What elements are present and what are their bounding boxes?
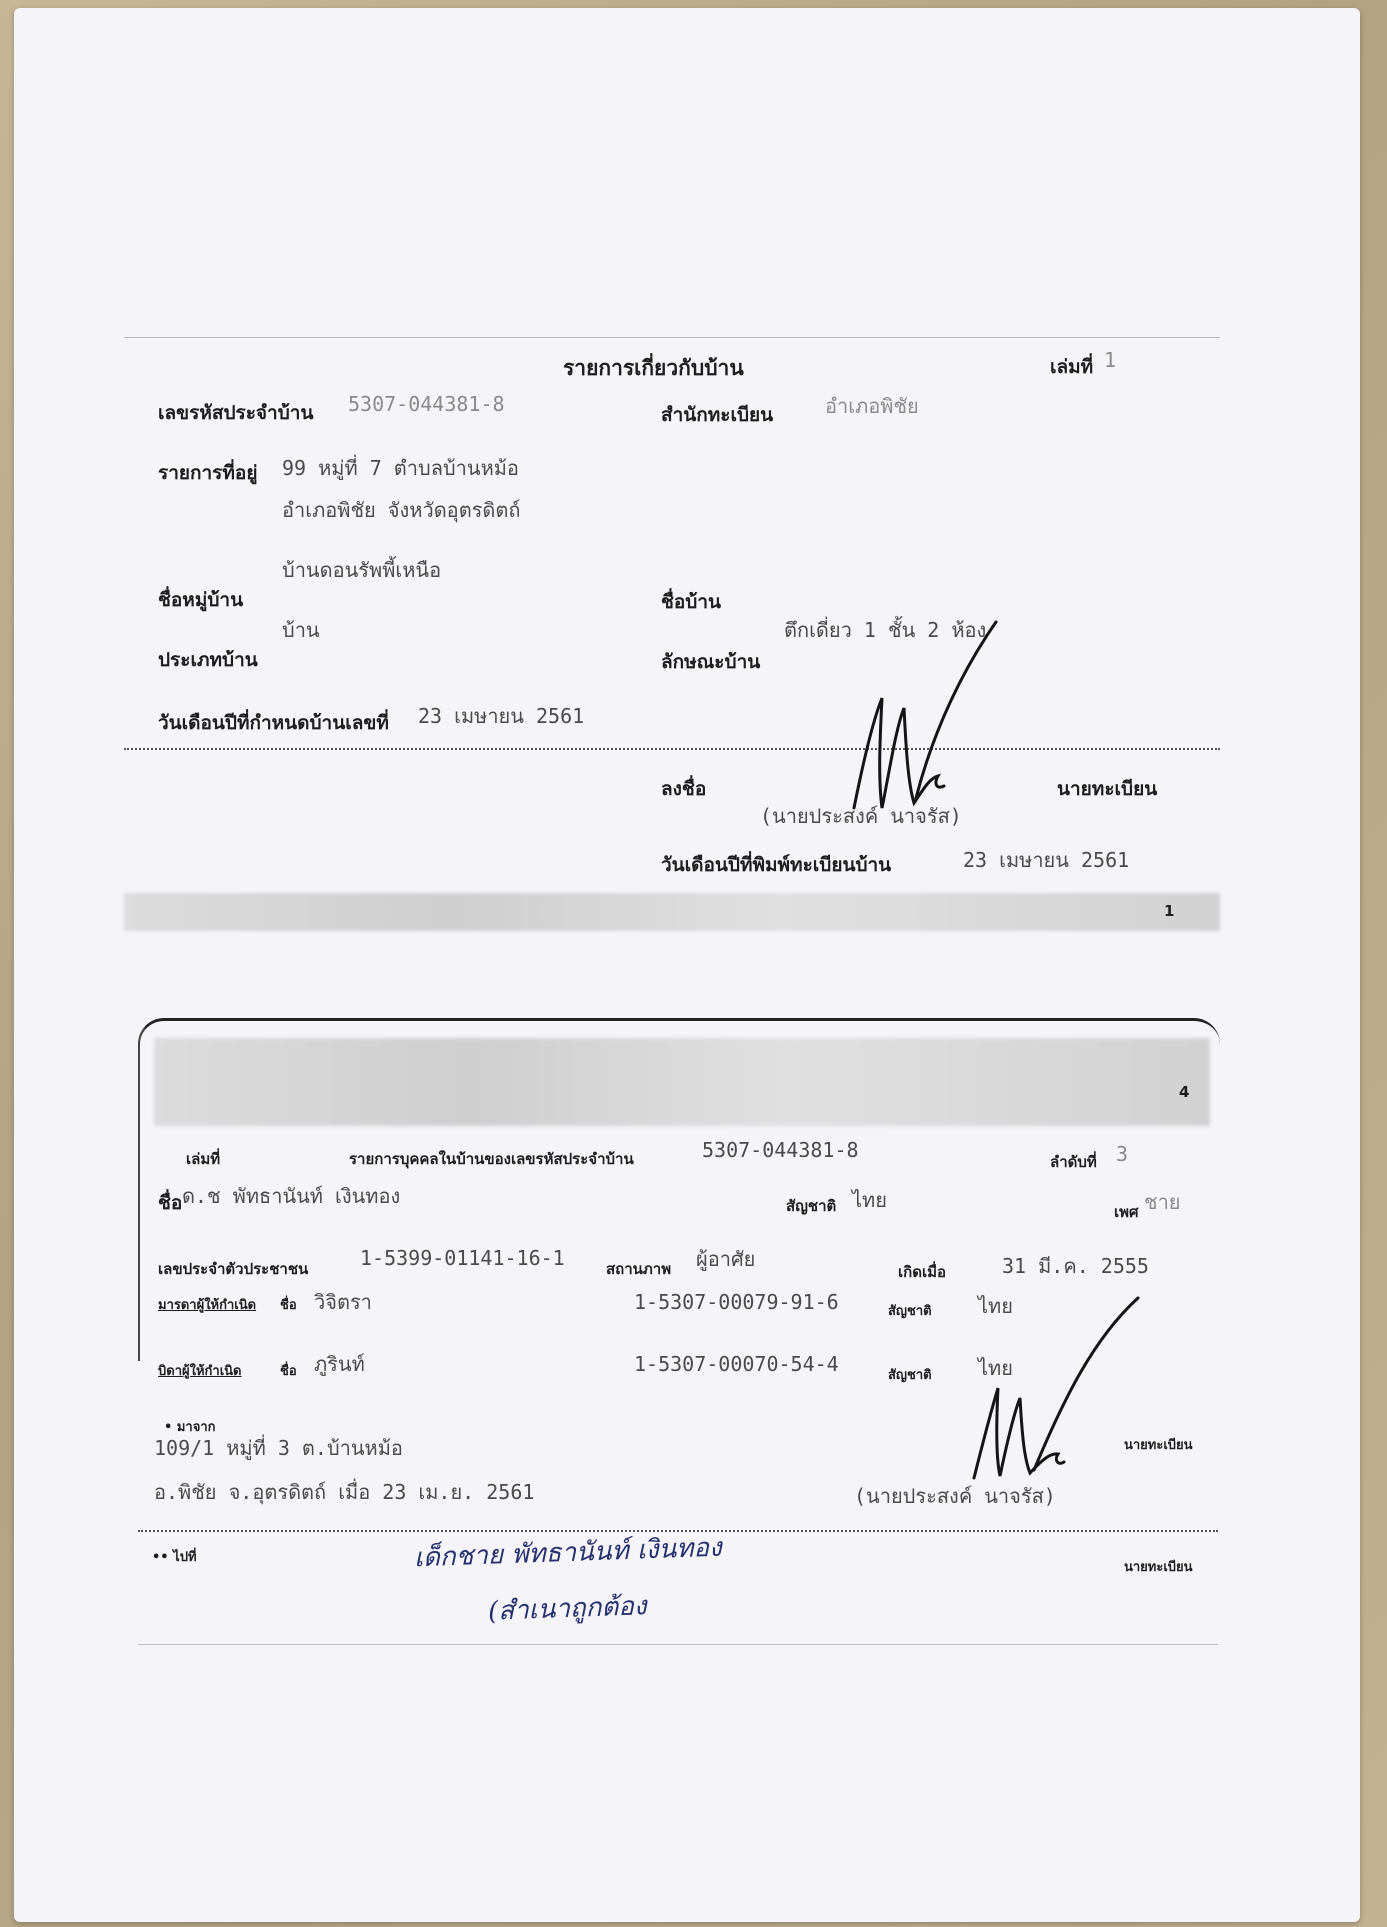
mother-name: วิจิตรา [314, 1290, 372, 1314]
address-label: รายการที่อยู่ [158, 462, 258, 484]
father-name: ภูรินท์ [314, 1352, 365, 1376]
sex-label: เพศ [1114, 1203, 1139, 1221]
id-value: 1-5399-01141-16-1 [360, 1246, 565, 1270]
footer-band [124, 893, 1220, 931]
registrar-name: (นายประสงค์ นาจรัส) [760, 804, 962, 828]
section-top-rule [124, 337, 1220, 338]
person-registrar-signature [954, 1288, 1154, 1488]
born-value: 31 มี.ค. 2555 [1002, 1254, 1149, 1278]
house-name-label: ชื่อบ้าน [661, 591, 722, 613]
nationality-label: สัญชาติ [786, 1197, 837, 1215]
registry-office-value: อำเภอพิชัย [825, 394, 919, 418]
registrar-signature [834, 608, 1014, 828]
to-label: •• ไปที่ [152, 1550, 197, 1565]
document-page [14, 8, 1360, 1922]
print-date-label: วันเดือนปีที่พิมพ์ทะเบียนบ้าน [661, 854, 892, 876]
father-label: บิดาผู้ให้กำเนิด [158, 1364, 242, 1379]
house-type-value: บ้าน [282, 618, 320, 642]
house-section-title: รายการเกี่ยวกับบ้าน [563, 356, 744, 380]
person-section-title: รายการบุคคลในบ้านของเลขรหัสประจำบ้าน [349, 1150, 634, 1168]
house-type-label: ประเภทบ้าน [158, 649, 258, 671]
from-line2: อ.พิชัย จ.อุตรดิตถ์ เมื่อ 23 เม.ย. 2561 [154, 1480, 535, 1504]
father-name-label: ชื่อ [280, 1364, 297, 1379]
person-bottom-rule [138, 1644, 1218, 1645]
order-value: 3 [1116, 1142, 1129, 1166]
status-label: สถานภาพ [606, 1260, 672, 1278]
handwritten-name: เด็กชาย พัทธานันท์ เงินทอง [413, 1532, 723, 1574]
mother-name-label: ชื่อ [280, 1298, 297, 1313]
dotted-separator [124, 748, 1220, 750]
handwritten-certified: (สำเนาถูกต้อง [487, 1591, 648, 1627]
from-label: • มาจาก [164, 1420, 216, 1435]
person-registrar-label: นายทะเบียน [1124, 1438, 1193, 1453]
mother-nat: ไทย [978, 1294, 1013, 1318]
print-date-value: 23 เมษายน 2561 [963, 848, 1130, 872]
name-value: ด.ช พัทธานันท์ เงินทอง [182, 1184, 401, 1208]
house-char-value: ตึกเดี่ยว 1 ชั้น 2 ห้อง [784, 618, 987, 642]
father-nat: ไทย [978, 1356, 1013, 1380]
mother-nat-label: สัญชาติ [888, 1304, 932, 1319]
father-id: 1-5307-00070-54-4 [634, 1352, 839, 1376]
order-label: ลำดับที่ [1050, 1153, 1097, 1171]
sign-label: ลงชื่อ [661, 778, 707, 800]
status-value: ผู้อาศัย [696, 1247, 756, 1271]
registry-office-label: สำนักทะเบียน [661, 404, 774, 426]
sex-value: ชาย [1144, 1190, 1181, 1214]
id-label: เลขประจำตัวประชาชน [158, 1260, 309, 1278]
person-house-code: 5307-044381-8 [702, 1138, 859, 1162]
name-label: ชื่อ [158, 1192, 183, 1214]
village-value: บ้านดอนรัพพี้เหนือ [282, 558, 442, 582]
to-label-text: ไปที่ [173, 1550, 197, 1565]
born-label: เกิดเมื่อ [898, 1263, 946, 1281]
address-line1: 99 หมู่ที่ 7 ตำบลบ้านหม้อ [282, 456, 519, 480]
assigned-date-value: 23 เมษายน 2561 [418, 704, 585, 728]
volume-label: เล่มที่ [1050, 356, 1094, 378]
to-registrar-label: นายทะเบียน [1124, 1560, 1193, 1575]
from-label-text: มาจาก [176, 1420, 216, 1435]
house-code-label: เลขรหัสประจำบ้าน [158, 402, 314, 424]
mother-id: 1-5307-00079-91-6 [634, 1290, 839, 1314]
person-volume-label: เล่มที่ [186, 1150, 221, 1168]
house-char-label: ลักษณะบ้าน [661, 651, 761, 673]
address-line2: อำเภอพิชัย จังหวัดอุตรดิตถ์ [282, 498, 521, 522]
mother-label: มารดาผู้ให้กำเนิด [158, 1298, 257, 1313]
from-line1: 109/1 หมู่ที่ 3 ต.บ้านหม้อ [154, 1436, 403, 1460]
village-label: ชื่อหมู่บ้าน [158, 589, 244, 611]
person-header-band [154, 1038, 1210, 1126]
volume-value: 1 [1104, 348, 1117, 372]
registrar-label: นายทะเบียน [1057, 778, 1158, 800]
person-page-number: 4 [1179, 1083, 1190, 1101]
nationality-value: ไทย [852, 1188, 887, 1212]
house-code-value: 5307-044381-8 [348, 392, 505, 416]
father-nat-label: สัญชาติ [888, 1368, 932, 1383]
assigned-date-label: วันเดือนปีที่กำหนดบ้านเลขที่ [158, 712, 389, 734]
page-number: 1 [1164, 902, 1175, 920]
person-registrar-name: (นายประสงค์ นาจรัส) [854, 1484, 1056, 1508]
